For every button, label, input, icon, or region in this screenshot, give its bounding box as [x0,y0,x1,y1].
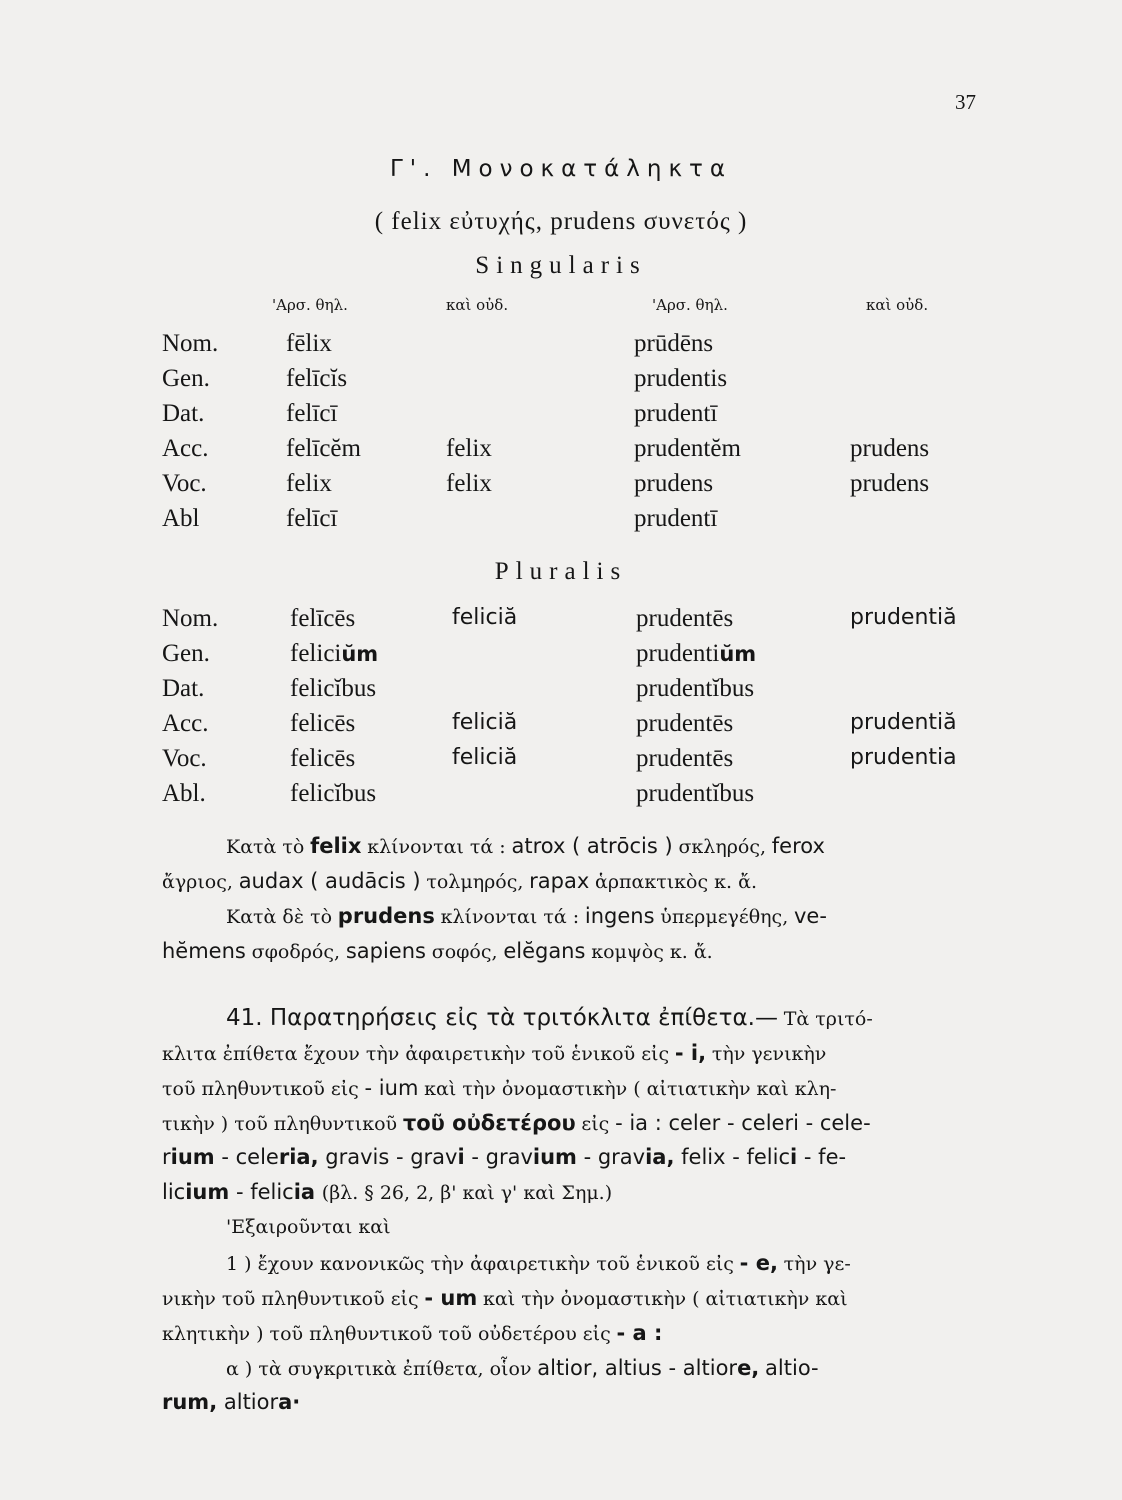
section-title: Γ'. Μονοκατάληκτα [389,156,733,182]
prudens-neuter: prudens [850,470,930,497]
prudens-form: prudentī [634,400,718,427]
gender-header: καὶ οὐδ. [446,296,509,314]
felix-form: felīcēs [290,605,356,632]
section-heading: 41. Παρατηρήσεις εἰς τὰ τριτόκλιτα ἐπίθετα.— Τὰ τριτό- [226,1005,873,1031]
text-line: rum, altiora· [162,1390,301,1414]
text-line: hĕmens σφοδρός, sapiens σοφός, elĕgans κομψὸς κ. ἄ. [162,939,713,963]
felix-form: felīcī [286,505,338,532]
felix-ending: ŭm [341,642,379,666]
case-label: Acc. [162,435,209,462]
prudens-stem: prudenti [636,640,720,667]
prudens-form: prudens [634,470,714,497]
table-row [0,780,1122,814]
table-row [0,605,1122,639]
text-line: 'Εξαιροῦνται καὶ [226,1216,391,1238]
singularis-heading: Singularis [475,252,647,279]
prudens-form: prudentĕm [634,435,741,462]
text-line: τικὴν ) τοῦ πληθυντικοῦ τοῦ οὐδετέρου εἰς - ia : celer - celeri - cele- [162,1111,871,1135]
felix-form: felicĭbus [290,780,377,807]
case-label: Acc. [162,710,209,737]
felix-neuter: feliciă [452,605,518,630]
table-row [0,710,1122,744]
text-line: νικὴν τοῦ πληθυντικοῦ εἰς - um καὶ τὴν ὀνομαστικὴν ( αἰτιατικὴν καὶ [162,1286,848,1310]
case-label: Nom. [162,330,219,357]
text-line: Κατὰ τὸ felix κλίνονται τά : atrox ( atrōcis ) σκληρός, ferox [226,834,825,858]
prudens-ending: ŭm [719,642,757,666]
table-row [0,505,1122,539]
text-line: ἄγριος, audax ( audācis ) τολμηρός, rapax ἁρπακτικὸς κ. ἄ. [162,869,757,893]
case-label: Nom. [162,605,219,632]
case-label: Gen. [162,640,210,667]
gender-header: 'Αρσ. θηλ. [652,296,728,314]
felix-form: felīcĭs [286,365,348,392]
case-label: Voc. [162,745,207,772]
felix-neuter: felix [446,435,492,462]
felix-stem: felici [290,640,342,667]
prudens-form: prudentī [634,505,718,532]
table-row [0,745,1122,779]
felix-neuter: felix [446,470,492,497]
subtitle: ( felix εὐτυχής, prudens συνετός ) [374,208,748,235]
page-number: 37 [955,90,976,114]
prudens-neuter: prudentia [850,745,957,770]
felix-form: felicēs [290,710,356,737]
case-label: Voc. [162,470,207,497]
gender-header: 'Αρσ. θηλ. [272,296,348,314]
prudens-form: prudentĭbus [636,675,755,702]
prudens-form: prūdēns [634,330,714,357]
table-row [0,470,1122,504]
felix-form: felīcī [286,400,338,427]
table-row [0,435,1122,469]
section-41 [162,1000,982,1420]
case-label: Abl. [162,780,206,807]
text-line: Κατὰ δὲ τὸ prudens κλίνονται τά : ingens ὑπερμεγέθης, ve- [226,904,827,928]
gender-header: καὶ οὐδ. [866,296,929,314]
felix-form: felix [286,470,332,497]
prudens-neuter: prudens [850,435,930,462]
pluralis-heading: Pluralis [494,558,628,585]
text-line: κλητικὴν ) τοῦ πληθυντικοῦ τοῦ οὐδετέρου εἰς - a : [162,1321,663,1345]
prudens-form [636,640,756,668]
text-line: α ) τὰ συγκριτικὰ ἐπίθετα, οἷον altior, altius - altiore, altio- [226,1356,819,1380]
prudens-form: prudentēs [636,745,734,772]
felix-neuter: feliciă [452,745,518,770]
table-row [0,400,1122,434]
felix-form: felicēs [290,745,356,772]
table-row [0,330,1122,364]
case-label: Dat. [162,675,205,702]
case-label: Abl [162,505,200,532]
text-line: τοῦ πληθυντικοῦ εἰς - ium καὶ τὴν ὀνομαστικὴν ( αἰτιατικὴν καὶ κλη- [162,1076,837,1100]
text-line: rium - celeria, gravis - gravi - gravium - gravia, felix - felici - fe- [162,1145,847,1169]
felix-form: felīcĕm [286,435,361,462]
felix-form: felicĭbus [290,675,377,702]
prudens-neuter: prudentiă [850,605,957,630]
table-row [0,640,1122,674]
felix-neuter: feliciă [452,710,518,735]
table-row [0,365,1122,399]
table-row [0,675,1122,709]
text-line: licium - felicia (βλ. § 26, 2, β' καὶ γ' καὶ Σημ.) [162,1180,613,1204]
felix-form: fēlix [286,330,332,357]
case-label: Gen. [162,365,210,392]
felix-form [290,640,378,668]
text-line: 1 ) ἔχουν κανονικῶς τὴν ἀφαιρετικὴν τοῦ ἑνικοῦ εἰς - e, τὴν γε- [226,1251,851,1275]
text-line: κλιτα ἐπίθετα ἔχουν τὴν ἀφαιρετικὴν τοῦ ἑνικοῦ εἰς - i, τὴν γενικὴν [162,1041,827,1065]
case-label: Dat. [162,400,205,427]
prudens-form: prudentis [634,365,728,392]
prudens-form: prudentēs [636,710,734,737]
prudens-neuter: prudentiă [850,710,957,735]
declension-notes [162,828,982,968]
prudens-form: prudentēs [636,605,734,632]
prudens-form: prudentĭbus [636,780,755,807]
